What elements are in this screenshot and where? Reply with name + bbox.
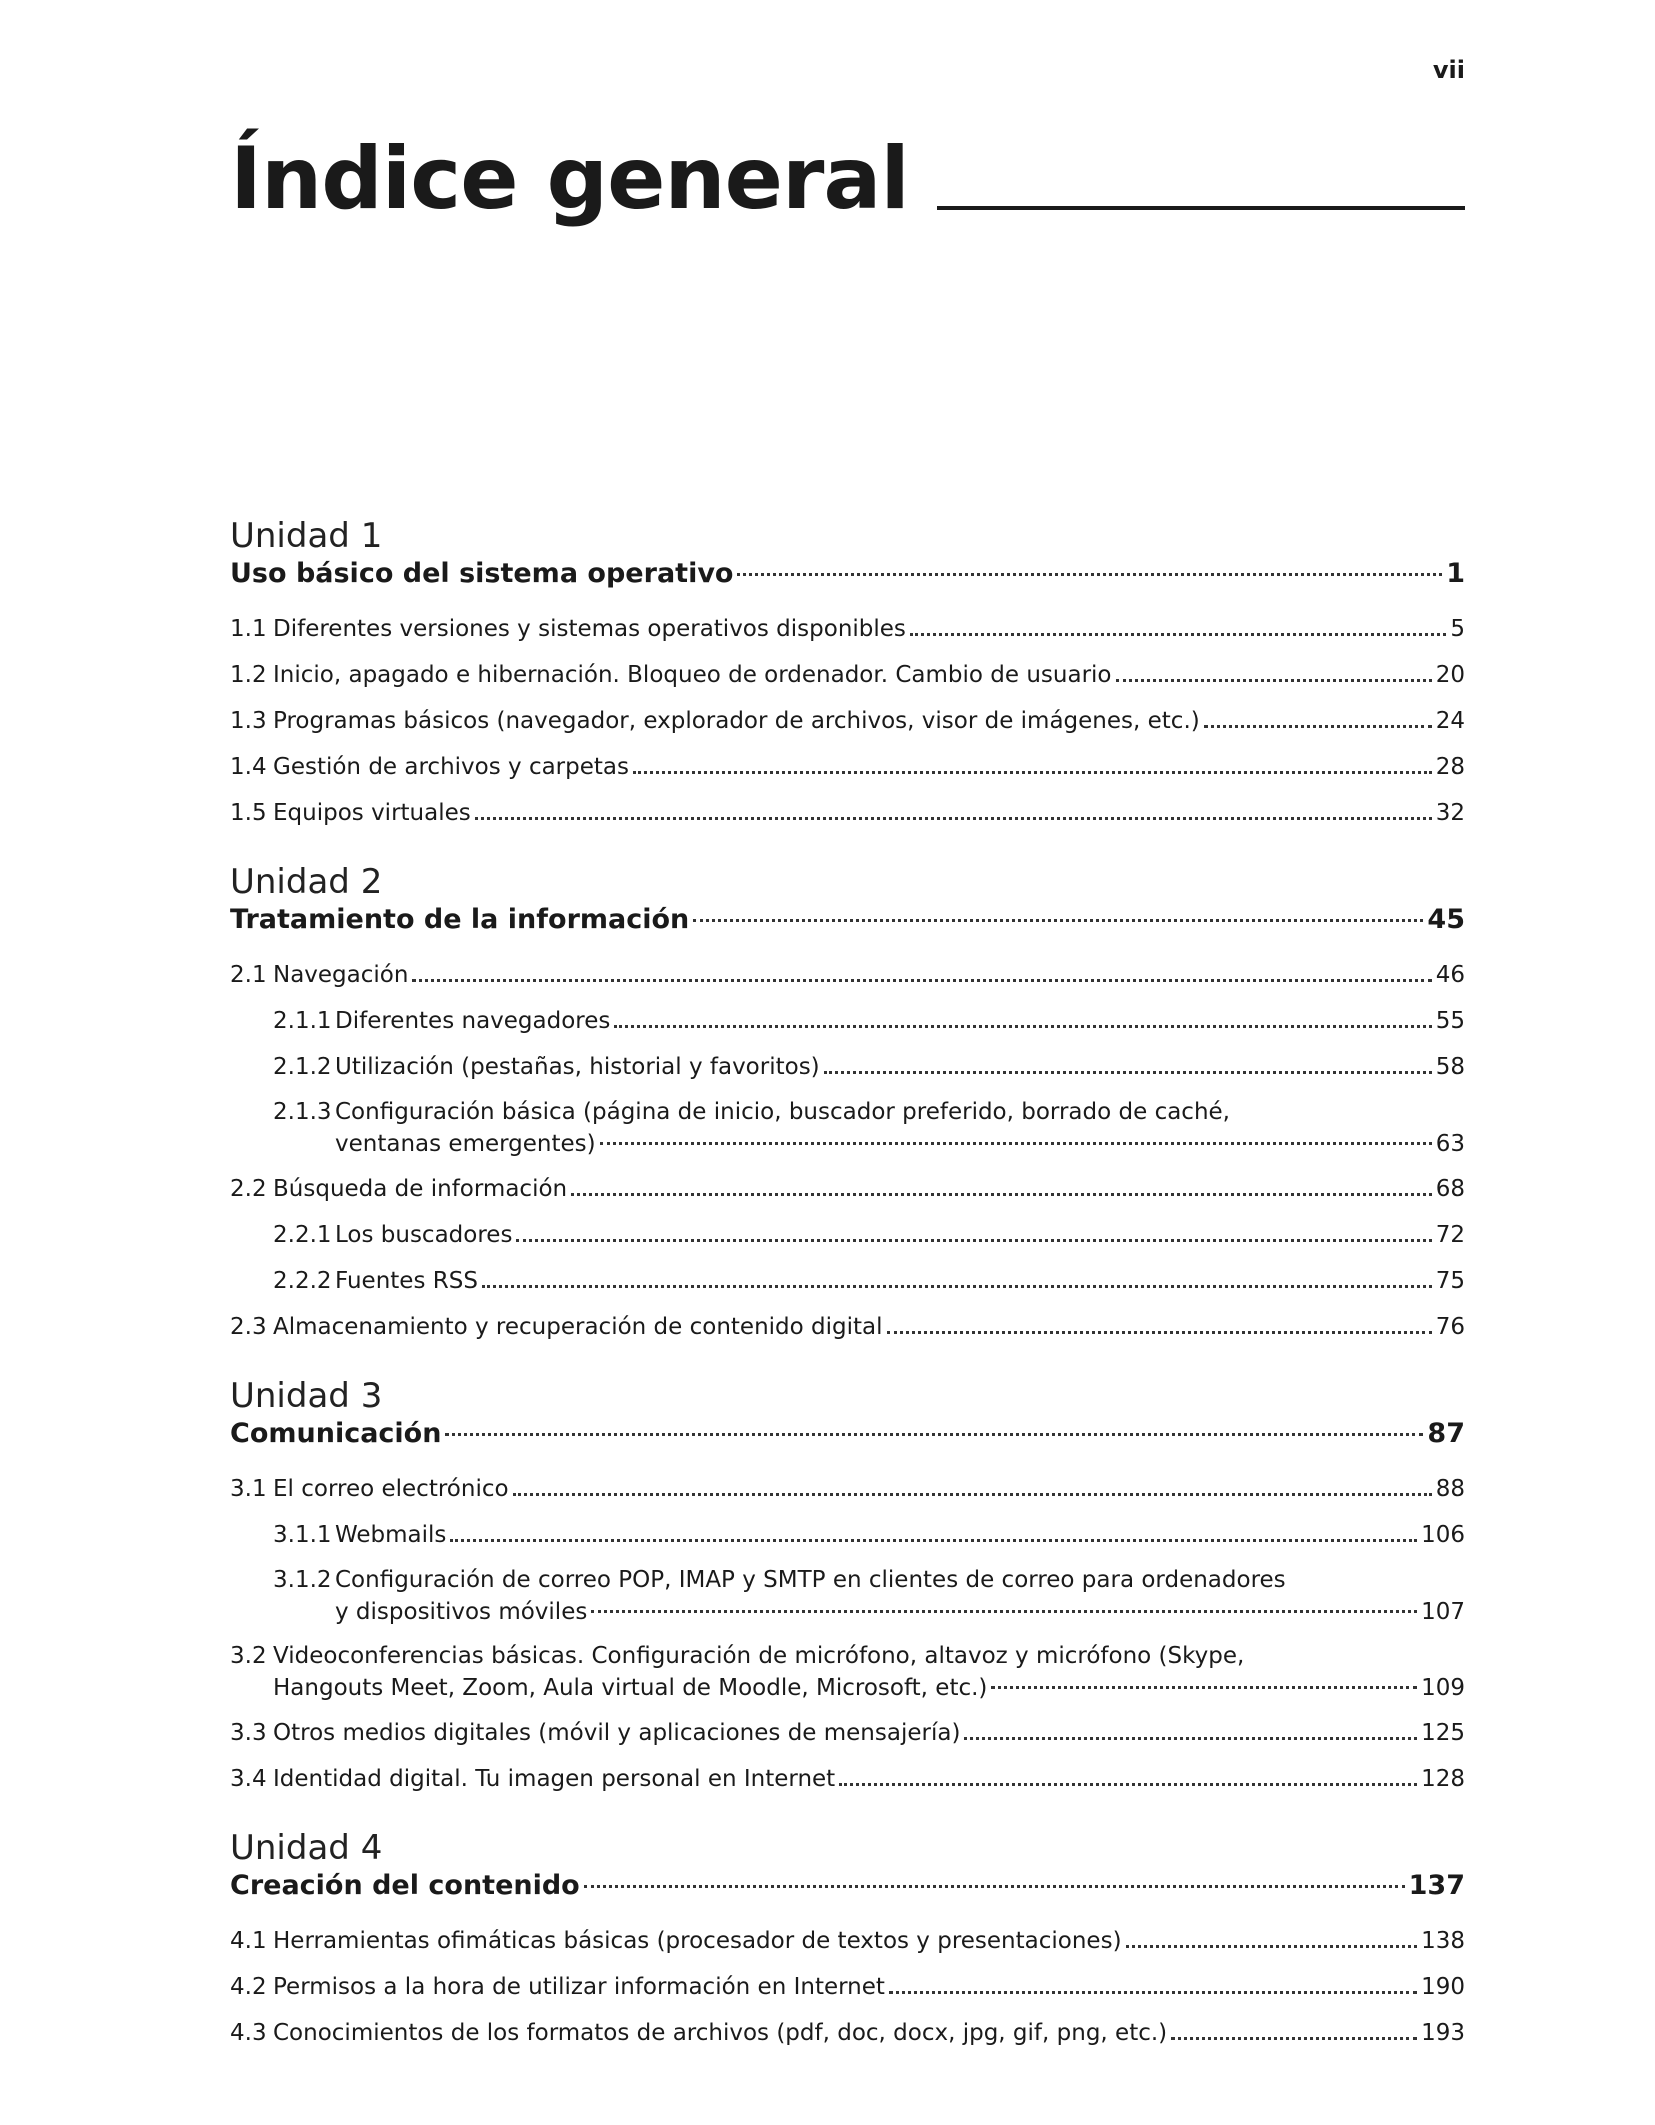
entry-text: El correo electrónico (273, 1476, 509, 1502)
entry-page: 190 (1421, 1974, 1465, 2000)
entry-text: Herramientas ofimáticas básicas (procesador de textos y presentaciones) (273, 1928, 1122, 1954)
dot-leader (445, 1433, 1423, 1436)
toc-entry[interactable] (230, 652, 1465, 698)
dot-leader (475, 817, 1432, 820)
dot-leader (614, 1025, 1431, 1028)
table-of-contents (230, 514, 1465, 2080)
page-title: Índice general (230, 129, 909, 229)
entry-number: 2.2.2 (273, 1268, 332, 1294)
unit-heading-text: Comunicación (230, 1418, 442, 1449)
unit-heading[interactable] (230, 904, 1465, 946)
unit-heading-page: 137 (1408, 1870, 1465, 1901)
entry-number: 1.1 (230, 616, 267, 642)
entry-text: Conocimientos de los formatos de archivos (pdf, doc, docx, jpg, gif, png, etc.) (273, 2020, 1168, 2046)
entry-text: Videoconferencias básicas. Configuración de micrófono, altavoz y micrófono (Skype, (273, 1643, 1245, 1669)
entry-text: Equipos virtuales (273, 800, 471, 826)
unit-heading-text: Creación del contenido (230, 1870, 580, 1901)
dot-leader (910, 633, 1446, 636)
entry-number: 1.4 (230, 754, 267, 780)
entry-number: 1.2 (230, 662, 267, 688)
entry-text: Permisos a la hora de utilizar información en Internet (273, 1974, 885, 2000)
toc-entry[interactable] (230, 1964, 1465, 2010)
page-number: vii (1432, 56, 1465, 84)
entry-text: Fuentes RSS (335, 1268, 478, 1294)
toc-entry[interactable] (230, 1634, 1465, 1710)
entry-text: Programas básicos (navegador, explorador de archivos, visor de imágenes, etc.) (273, 708, 1200, 734)
unit-label: Unidad 4 (230, 1828, 383, 1868)
entry-number: 3.4 (230, 1766, 267, 1792)
toc-entry[interactable] (230, 1710, 1465, 1756)
entry-number: 3.1 (230, 1476, 267, 1502)
entry-text: Configuración de correo POP, IMAP y SMTP en clientes de correo para ordenadores (335, 1567, 1286, 1593)
entry-page: 5 (1450, 616, 1465, 642)
toc-subentry[interactable] (230, 1044, 1465, 1090)
dot-leader (887, 1331, 1432, 1334)
entry-text-continued: y dispositivos móviles (335, 1599, 588, 1625)
entry-page: 128 (1421, 1766, 1465, 1792)
entry-text: Búsqueda de información (273, 1176, 568, 1202)
entry-number: 3.3 (230, 1720, 267, 1746)
dot-leader (1204, 725, 1432, 728)
entry-number: 2.3 (230, 1314, 267, 1340)
entry-page: 28 (1435, 754, 1465, 780)
entry-text: Navegación (273, 962, 409, 988)
toc-subentry[interactable] (230, 1212, 1465, 1258)
entry-page: 32 (1435, 800, 1465, 826)
dot-leader (964, 1737, 1417, 1740)
toc-entry[interactable] (230, 952, 1465, 998)
unit-label: Unidad 1 (230, 516, 383, 556)
dot-leader (693, 919, 1423, 922)
entry-page: 68 (1435, 1176, 1465, 1202)
entry-page: 75 (1435, 1268, 1465, 1294)
dot-leader (991, 1686, 1417, 1689)
entry-text: Diferentes versiones y sistemas operativos disponibles (273, 616, 906, 642)
toc-entry[interactable] (230, 606, 1465, 652)
dot-leader (1126, 1945, 1418, 1948)
dot-leader (737, 573, 1442, 576)
entry-page: 76 (1435, 1314, 1465, 1340)
unit-heading[interactable] (230, 1418, 1465, 1460)
unit-heading[interactable] (230, 558, 1465, 600)
title-rule (937, 206, 1465, 210)
unit-heading[interactable] (230, 1870, 1465, 1912)
entry-page: 88 (1435, 1476, 1465, 1502)
toc-subentry[interactable] (230, 1558, 1465, 1634)
entry-text: Utilización (pestañas, historial y favoritos) (335, 1054, 820, 1080)
dot-leader (1171, 2037, 1417, 2040)
entry-text: Otros medios digitales (móvil y aplicaciones de mensajería) (273, 1720, 961, 1746)
dot-leader (516, 1239, 1431, 1242)
entry-number: 4.1 (230, 1928, 267, 1954)
entry-page: 20 (1435, 662, 1465, 688)
entry-number: 2.2.1 (273, 1222, 332, 1248)
entry-text: Diferentes navegadores (335, 1008, 611, 1034)
toc-entry[interactable] (230, 1166, 1465, 1212)
dot-leader (889, 1991, 1417, 1994)
entry-page: 107 (1421, 1599, 1465, 1625)
dot-leader (600, 1142, 1432, 1145)
unit-heading-page: 45 (1427, 904, 1465, 935)
unit-1 (230, 514, 1465, 836)
entry-page: 138 (1421, 1928, 1465, 1954)
entry-number: 3.1.1 (273, 1522, 332, 1548)
entry-text: Identidad digital. Tu imagen personal en Internet (273, 1766, 836, 1792)
entry-number: 3.2 (230, 1643, 267, 1669)
dot-leader (412, 979, 1431, 982)
entry-text: Webmails (335, 1522, 447, 1548)
entry-number: 2.2 (230, 1176, 267, 1202)
toc-subentry[interactable] (230, 1258, 1465, 1304)
entry-page: 193 (1421, 2020, 1465, 2046)
toc-entry[interactable] (230, 1918, 1465, 1964)
toc-entry[interactable] (230, 2010, 1465, 2056)
toc-subentry[interactable] (230, 998, 1465, 1044)
entry-number: 3.1.2 (273, 1567, 332, 1593)
entry-text: Configuración básica (página de inicio, buscador preferido, borrado de caché, (335, 1099, 1230, 1125)
dot-leader (633, 771, 1432, 774)
dot-leader (571, 1193, 1432, 1196)
entry-page: 24 (1435, 708, 1465, 734)
dot-leader (839, 1783, 1417, 1786)
entry-page: 55 (1435, 1008, 1465, 1034)
unit-4 (230, 1826, 1465, 2056)
unit-heading-text: Uso básico del sistema operativo (230, 558, 734, 589)
entry-number: 2.1.2 (273, 1054, 332, 1080)
entry-page: 106 (1421, 1522, 1465, 1548)
entry-number: 2.1.3 (273, 1099, 332, 1125)
unit-heading-text: Tratamiento de la información (230, 904, 690, 935)
unit-2 (230, 860, 1465, 1350)
unit-heading-page: 1 (1446, 558, 1465, 589)
dot-leader (591, 1610, 1417, 1613)
entry-page: 63 (1435, 1131, 1465, 1157)
entry-page: 109 (1421, 1675, 1465, 1701)
entry-number: 2.1.1 (273, 1008, 332, 1034)
entry-number: 1.5 (230, 800, 267, 826)
dot-leader (513, 1493, 1432, 1496)
dot-leader (1116, 679, 1432, 682)
entry-text: Almacenamiento y recuperación de contenido digital (273, 1314, 883, 1340)
dot-leader (450, 1539, 1417, 1542)
dot-leader (482, 1285, 1432, 1288)
entry-text-continued: Hangouts Meet, Zoom, Aula virtual de Moodle, Microsoft, etc.) (273, 1675, 988, 1701)
unit-label: Unidad 2 (230, 862, 383, 902)
entry-text: Los buscadores (335, 1222, 513, 1248)
entry-page: 72 (1435, 1222, 1465, 1248)
dot-leader (824, 1071, 1432, 1074)
toc-subentry[interactable] (230, 1090, 1465, 1166)
entry-number: 4.2 (230, 1974, 267, 2000)
entry-number: 1.3 (230, 708, 267, 734)
entry-number: 2.1 (230, 962, 267, 988)
toc-entry[interactable] (230, 1304, 1465, 1350)
dot-leader (584, 1885, 1405, 1888)
toc-subentry[interactable] (230, 1512, 1465, 1558)
entry-text: Gestión de archivos y carpetas (273, 754, 629, 780)
toc-entry[interactable] (230, 790, 1465, 836)
entry-text: Inicio, apagado e hibernación. Bloqueo de ordenador. Cambio de usuario (273, 662, 1112, 688)
title-row (230, 129, 1465, 229)
entry-number: 4.3 (230, 2020, 267, 2046)
toc-entry[interactable] (230, 1756, 1465, 1802)
entry-page: 125 (1421, 1720, 1465, 1746)
entry-page: 58 (1435, 1054, 1465, 1080)
unit-label: Unidad 3 (230, 1376, 383, 1416)
entry-text-continued: ventanas emergentes) (335, 1131, 596, 1157)
toc-entry[interactable] (230, 1466, 1465, 1512)
entry-page: 46 (1435, 962, 1465, 988)
unit-3 (230, 1374, 1465, 1802)
unit-heading-page: 87 (1427, 1418, 1465, 1449)
toc-entry[interactable] (230, 698, 1465, 744)
toc-entry[interactable] (230, 744, 1465, 790)
